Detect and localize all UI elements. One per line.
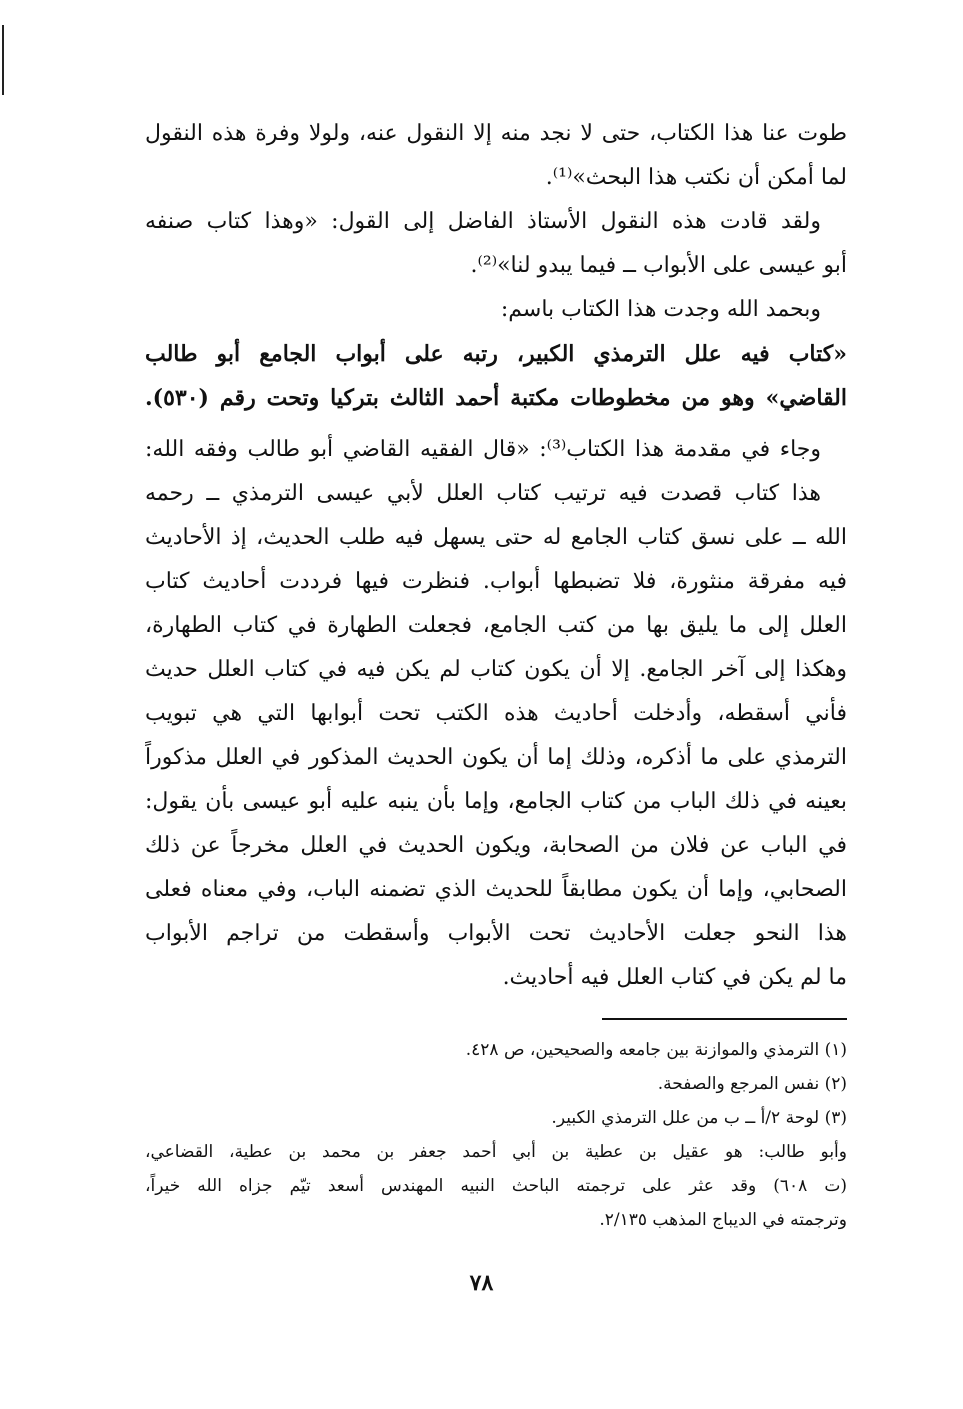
text-line: في الباب عن فلان من الصحابة، ويكون الحديث في العلل مخرجاً عن ذلك — [145, 833, 847, 858]
text-line: فيه مفرقة منثورة، فلا تضبطها أبواب. فنظرت فيها فرددت أحاديث كتاب — [145, 569, 847, 594]
text-line: العلل إلى ما يليق بها من كتب الجامع، فجعلت الطهارة في كتاب الطهارة، — [145, 613, 847, 638]
text-line: الصحابي، وإما أن يكون مطابقاً للحديث الذي تضمنه الباب، وفي معناه فعلى — [145, 877, 847, 902]
scan-margin-mark — [2, 25, 4, 95]
text-line: ما لم يكن في كتاب العلل فيه أحاديث. — [502, 965, 847, 990]
text-line: هذا النحو جعلت الأحاديث تحت الأبواب وأسقطت من تراجم الأبواب — [145, 921, 847, 946]
footnote-divider — [602, 1018, 847, 1020]
text-line: هذا كتاب قصدت فيه ترتيب كتاب العلل لأبي عيسى الترمذي ــ رحمه — [145, 481, 821, 506]
text-line-bold: «كتاب فيه علل الترمذي الكبير، رتبه على أبواب الجامع أبو طالب — [145, 341, 847, 367]
text-line: وهكذا إلى آخر الجامع. إلا أن يكون كتاب لم يكن فيه في كتاب العلل حديث — [145, 657, 847, 682]
text-line: فأني أسقطه، وأدخلت أحاديث هذه الكتب تحت أبوابها التي هي تبويب — [145, 701, 847, 726]
main-text — [145, 112, 847, 1000]
footnote-3: (٣) لوحة ٢/أ ــ ب من علل الترمذي الكبير. — [551, 1108, 847, 1128]
text-line: وبحمد الله وجدت هذا الكتاب باسم: — [500, 297, 821, 322]
page-number: ٧٨ — [469, 1270, 494, 1296]
footnote-continuation: وترجمته في الديباج المذهب ٢/١٣٥. — [599, 1210, 847, 1230]
text-line: أبو عيسى على الأبواب ــ فيما يبدو لنا»⁽²⁾. — [470, 253, 847, 278]
text-line: طوت عنا هذا الكتاب، حتى لا نجد منه إلا النقول عنه، ولولا وفرة هذه النقول — [145, 121, 847, 146]
text-line: الترمذي على ما أذكره، وذلك إما أن يكون الحديث المذكور في العلل مذكوراً — [145, 745, 847, 770]
footnote-continuation: وأبو طالب: هو عقيل بن عطية بن أبي أحمد جعفر بن محمد بن عطية، القضاعي، — [145, 1142, 847, 1162]
text-line: وجاء في مقدمة هذا الكتاب⁽³⁾: «قال الفقيه القاضي أبو طالب وفقه الله: — [145, 437, 821, 462]
footnotes — [145, 1033, 847, 1237]
text-line-bold: القاضي» وهو من مخطوطات مكتبة أحمد الثالث بتركيا وتحت رقم (٥٣٠). — [145, 385, 847, 411]
text-line: الله ــ على نسق كتاب الجامع له حتى يسهل فيه طلب الحديث، إذ الأحاديث — [145, 525, 847, 550]
footnote-continuation: (ت ٦٠٨) وقد عثر على ترجمته الباحث النبيه المهندس أسعد تيّم جزاه الله خيراً، — [145, 1176, 847, 1196]
footnote-2: (٢) نفس المرجع والصفحة. — [657, 1074, 847, 1094]
text-line: بعينه في ذلك الباب من كتاب الجامع، وإما بأن ينبه عليه أبو عيسى بأن يقول: — [145, 789, 847, 814]
footnote-1: (١) الترمذي والموازنة بين جامعه والصحيحين، ص ٤٢٨. — [465, 1040, 847, 1060]
text-line: ولقد قادت هذه النقول الأستاذ الفاضل إلى القول: «وهذا كتاب صنفه — [145, 209, 821, 234]
text-line: لما أمكن أن نكتب هذا البحث»⁽¹⁾. — [545, 165, 847, 190]
